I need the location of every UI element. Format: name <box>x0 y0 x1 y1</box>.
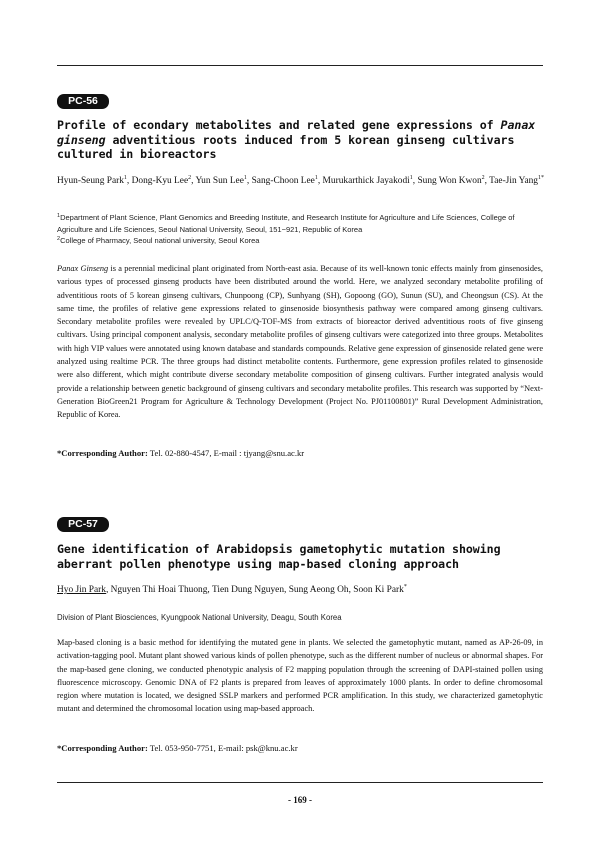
affiliation: Division of Plant Biosciences, Kyungpook National University, Deagu, South Korea <box>57 613 342 622</box>
author-affiliation-mark: 1 <box>409 175 413 181</box>
abstract-species-name: Panax Ginseng <box>57 264 109 273</box>
top-rule <box>57 65 543 66</box>
author-separator: , <box>246 176 252 186</box>
corresponding-author: *Corresponding Author: Tel. 02-880-4547, E-mail : tjyang@snu.ac.kr <box>57 448 305 458</box>
corresponding-author: *Corresponding Author: Tel. 053-950-7751, E-mail: psk@knu.ac.kr <box>57 743 298 753</box>
title-species-name: Panax ginseng <box>57 118 536 147</box>
author-name: Sung Won Kwon <box>417 176 482 186</box>
affiliation-1: $^1$Department of Plant Science, Plant Genomics and Breeding Institute, and Research Institute for Agriculture and Life Sciences, College of Agriculture and Life Sciences, Seoul National University, Seoul, 151−921, Republic of Korea <box>57 213 515 234</box>
abstract-id-badge: PC-56 <box>57 94 109 109</box>
affiliation-2: $^2$College of Pharmacy, Seoul national university, Seoul Korea <box>57 236 260 245</box>
author-affiliation-mark: 2 <box>481 175 485 181</box>
author-separator: , <box>412 176 418 186</box>
author-list: Hyo Jin Park, Nguyen Thi Hoai Thuong, Tien Dung Nguyen, Sung Aeong Oh, Soon Ki Park* <box>57 584 407 595</box>
author-name: Yun Sun Lee <box>195 176 244 186</box>
author-affiliation-mark: 2 <box>188 175 192 181</box>
author-separator: , <box>484 176 490 186</box>
author-affiliation-mark: 1 <box>243 175 247 181</box>
abstract-title: Profile of econdary metabolites and related gene expressions of Panax ginseng adventitious roots induced from 5 korean ginseng cultivars cultured in bioreactors <box>57 118 536 161</box>
author-separator: , <box>317 176 323 186</box>
abstract-body: Map-based cloning is a basic method for identifying the mutated gene in plants. We selected the gametophytic mutant, named as AP-26-09, in activation-tagging pool. Mutant plant showed various kinds of pollen phenotype, such as the different number of nucleus or abnormal shapes. For the map-based gene cloning, we conducted phenotypic analysis of F2 mapping population through the screening of DAPI-stained pollen using fluorescence microscopy. Genomic DNA of F2 plants is prepared from leaves of approximately 1000 plants. In order to define chromosomal region where mutation is located, we designed SSLP markers and performed PCR amplification. In this study, we characterized gametophytic mutant and determined the chromosomal location using map-based approach. <box>57 638 543 714</box>
author-name: Tae-Jin Yang <box>489 176 538 186</box>
abstract-id-badge: PC-57 <box>57 517 109 532</box>
author-name: Hyun-Seung Park <box>57 176 124 186</box>
author-affiliation-mark: 1 <box>314 175 318 181</box>
author-list <box>57 174 545 189</box>
presenting-author: Hyo Jin Park <box>57 585 106 595</box>
abstract-title: Gene identification of Arabidopsis gametophytic mutation showing aberrant pollen phenotype using map-based cloning approach <box>57 542 501 571</box>
author-name: Dong-Kyu Lee <box>131 176 189 186</box>
author-separator: , <box>126 176 132 186</box>
abstract-body: Panax Ginseng is a perennial medicinal plant originated from North-east asia. Because of its well-known tonic effects mainly from ginsenosides, various types of processed ginseng products have been distributed around the world. Here, we analyzed secondary metabolite profiling of adventitious roots of 5 korean ginseng cultivars, Chunpoong (CP), Sunhyang (SH), Gopoong (GO), Sunun (SU), and Cheongsun (CS). At the same time, the profiles of relative gene expressions related to ginsenoside biosynthesis pathway were compared among ginseng cultivars. Secondary metabolite profiles were revealed by UPLC/Q-TOF-MS from extracts of bioreactor derived adventitious roots of five ginseng cultivars. Using principal component analysis, secondary metabolite profiles of ginseng cultivars were categorized into three groups. Metabolites with high VIP values were annotated using known database and standards compounds. Relative gene expression of ginsenoside related gene were analyzed using realtime PCR. The three groups had distinct metabolite contents. Furthermore, gene expression profiles related to ginsenoside were also different, which might contribute diverse secondary metabolite composition of ginseng cultivars. Further integrated analysis would provide a relationship between genetic background of ginseng cultivars and secondary metabolite profiles. This research was supported by “Next-Generation BioGreen21 Program for Agriculture & Technology Development (Project No. PJ01100801)” Rural Development Administration, Republic of Korea. <box>57 264 543 420</box>
bottom-rule <box>57 782 543 783</box>
page-number: - 169 - <box>288 795 312 805</box>
author-name: Murukarthick Jayakodi <box>322 176 410 186</box>
author-separator: , <box>191 176 196 186</box>
author-affiliation-mark: 1* <box>538 175 544 181</box>
author-name: Sang-Choon Lee <box>251 176 315 186</box>
author-affiliation-mark: 1 <box>123 175 127 181</box>
